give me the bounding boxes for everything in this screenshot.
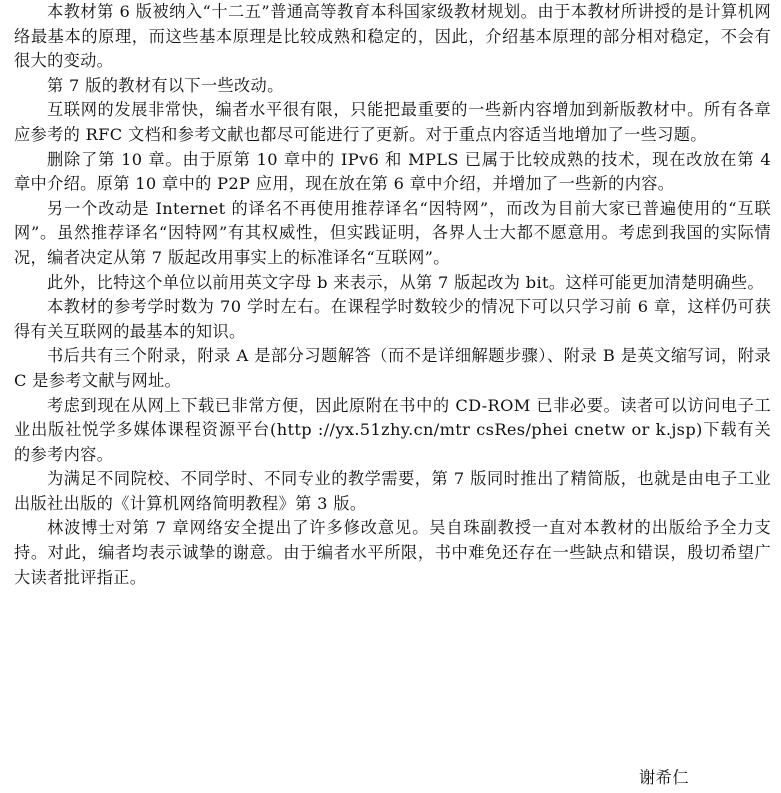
paragraph-chapter-removed: 删除了第 10 章。由于原第 10 章中的 IPv6 和 MPLS 已属于比较成熟的技术，现在改放在第 4 章中介绍。原第 10 章中的 P2P 应用，现在放在第 6 章中介绍，并增加了一些新的内容。 — [14, 149, 771, 194]
author-signature: 谢希仁 — [639, 768, 690, 787]
paragraph-online-resources: 考虑到现在从网上下载已非常方便，因此原附在书中的 CD-ROM 已非必要。读者可以访问电子工业出版社悦学多媒体课程资源平台(http ://yx.51zhy.cn/mtr csRes/phei cnetw or k.jsp)下载有关的参考内容。 — [14, 395, 771, 464]
paragraph-bit-unit: 此外，比特这个单位以前用英文字母 b 来表示，从第 7 版起改为 bit。这样可能更加清楚明确些。 — [47, 272, 764, 292]
paragraph-new-content: 互联网的发展非常快，编者水平很有限，只能把最重要的一些新内容增加到新版教材中。所有各章应参考的 RFC 文档和参考文献也都尽可能进行了更新。对于重点内容适当地增加了一些习题。 — [14, 100, 771, 144]
paragraph-class-hours: 本教材的参考学时数为 70 学时左右。在课程学时数较少的情况下可以只学习前 6 章，这样仍可获得有关互联网的最基本的知识。 — [14, 297, 771, 341]
paragraph-appendices: 书后共有三个附录，附录 A 是部分习题解答（而不是详细解题步骤）、附录 B 是英文缩写词，附录 C 是参考文献与网址。 — [14, 346, 771, 390]
paragraph-acknowledgements: 林波博士对第 7 章网络安全提出了许多修改意见。吴自珠副教授一直对本教材的出版给予全力支持。对此，编者均表示诚挚的谢意。由于编者水平所限，书中难免还存在一些缺点和错误，殷切希望广大读者批评指正。 — [14, 518, 771, 587]
paragraph-intro: 本教材第 6 版被纳入“十二五”普通高等教育本科国家级教材规划。由于本教材所讲授的是计算机网络最基本的原理，而这些基本原理是比较成熟和稳定的，因此，介绍基本原理的部分相对稳定，不会有很大的变动。 — [14, 2, 771, 71]
paragraph-changes-heading: 第 7 版的教材有以下一些改动。 — [47, 75, 284, 95]
preface-body — [14, 0, 771, 590]
paragraph-concise-edition: 为满足不同院校、不同学时、不同专业的教学需要，第 7 版同时推出了精简版，也就是由电子工业出版社出版的《计算机网络简明教程》第 3 版。 — [14, 469, 771, 513]
paragraph-internet-naming: 另一个改动是 Internet 的译名不再使用推荐译名“因特网”，而改为目前大家已普遍使用的“互联网”。虽然推荐译名“因特网”有其权威性，但实践证明，各界人士大都不愿意用。考虑到我国的实际情况，编者决定从第 7 版起改用事实上的标准译名“互联网”。 — [14, 198, 771, 267]
